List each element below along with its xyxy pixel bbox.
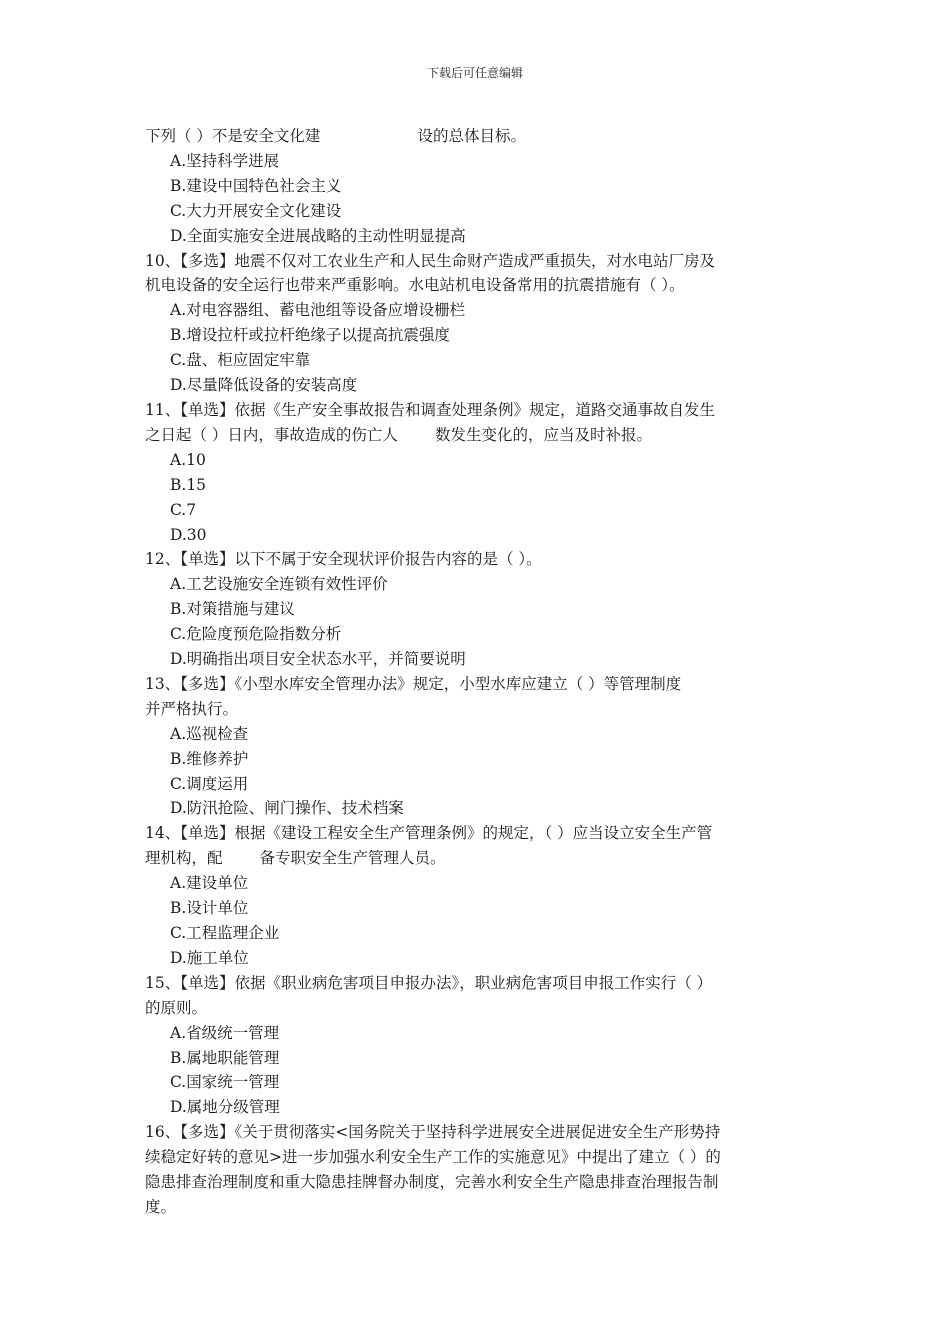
question-stem: 16、【多选】《关于贯彻落实<国务院关于坚持科学进展安全进展促进安全生产形势持 (145, 1123, 721, 1142)
question-stem: 15、【单选】依据《职业病危害项目申报办法》，职业病危害项目申报工作实行（ ） (145, 973, 713, 992)
question-stem-part: 下列（ ）不是安全文化建 (145, 127, 321, 145)
page-header: 下载后可任意编辑 (426, 66, 523, 80)
question-13 (145, 672, 815, 821)
question-stem: 度。 (145, 1197, 177, 1216)
option: B.对策措施与建议 (170, 600, 295, 619)
option: A.巡视检查 (170, 724, 249, 743)
option: C.调度运用 (170, 774, 249, 793)
document-body (145, 124, 815, 1220)
option: D.尽量降低设备的安装高度 (170, 376, 358, 395)
question-stem: 13、【多选】《小型水库安全管理办法》规定，小型水库应建立（ ）等管理制度 (145, 674, 682, 693)
option: C.大力开展安全文化建设 (170, 201, 342, 220)
option: A.省级统一管理 (170, 1023, 280, 1042)
question-9 (145, 124, 815, 249)
question-stem: 机电设备的安全运行也带来严重影响。水电站机电设备常用的抗震措施有（ ）。 (145, 276, 685, 295)
question-stem (145, 846, 815, 871)
option: A.建设单位 (170, 874, 249, 893)
question-stem-part: 之日起（ ）日内，事故造成的伤亡人 (145, 425, 398, 444)
option: D.30 (170, 525, 207, 544)
question-stem: 的原则。 (145, 998, 208, 1017)
option: B.15 (170, 475, 207, 494)
question-stem: 12、【单选】以下不属于安全现状评价报告内容的是（ ）。 (145, 550, 542, 569)
question-15 (145, 971, 815, 1120)
option: C.工程监理企业 (170, 924, 280, 942)
option: B.维修养护 (170, 749, 249, 768)
question-stem (145, 124, 815, 149)
question-12 (145, 547, 815, 672)
option: D.施工单位 (170, 948, 249, 967)
option: A.10 (170, 450, 206, 469)
question-stem (145, 423, 815, 448)
option: C.盘、柜应固定牢靠 (170, 351, 311, 370)
option: B.增设拉杆或拉杆绝缘子以提高抗震强度 (170, 326, 450, 345)
option: A.对电容器组、蓄电池组等设备应增设栅栏 (170, 301, 466, 320)
option: D.属地分级管理 (170, 1098, 280, 1117)
question-stem-part: 理机构，配 (145, 849, 223, 868)
question-stem-part: 数发生变化的，应当及时补报。 (434, 425, 652, 444)
option: C.危险度预危险指数分析 (170, 625, 342, 644)
question-14 (145, 821, 815, 970)
question-stem: 11、【单选】依据《生产安全事故报告和调查处理条例》规定，道路交通事故自发生 (145, 400, 715, 419)
question-stem: 并严格执行。 (145, 699, 239, 718)
option: C.国家统一管理 (170, 1073, 280, 1092)
option: B.建设中国特色社会主义 (170, 176, 342, 195)
option: C.7 (170, 500, 197, 519)
option: D.全面实施安全进展战略的主动性明显提高 (170, 226, 466, 245)
question-stem: 隐患排查治理制度和重大隐患挂牌督办制度，完善水利安全生产隐患排查治理报告制 (145, 1173, 719, 1192)
option: B.设计单位 (170, 899, 249, 918)
question-16 (145, 1120, 815, 1220)
question-stem: 10、【多选】地震不仅对工农业生产和人民生命财产造成严重损失，对水电站厂房及 (145, 251, 715, 270)
question-stem: 续稳定好转的意见>进一步加强水利安全生产工作的实施意见》中提出了建立（ ）的 (145, 1148, 721, 1167)
option: B.属地职能管理 (170, 1048, 280, 1067)
option: D.明确指出项目安全状态水平，并简要说明 (170, 650, 466, 669)
question-stem-part: 设的总体目标。 (417, 127, 526, 145)
option: A.工艺设施安全连锁有效性评价 (170, 575, 388, 594)
question-10 (145, 249, 815, 398)
question-stem: 14、【单选】根据《建设工程安全生产管理条例》的规定，（ ）应当设立安全生产管 (145, 824, 713, 843)
option: A.坚持科学进展 (170, 151, 280, 170)
option: D.防汛抢险、闸门操作、技术档案 (170, 799, 404, 818)
question-stem-part: 备专职安全生产管理人员。 (259, 849, 446, 868)
question-11 (145, 398, 815, 547)
